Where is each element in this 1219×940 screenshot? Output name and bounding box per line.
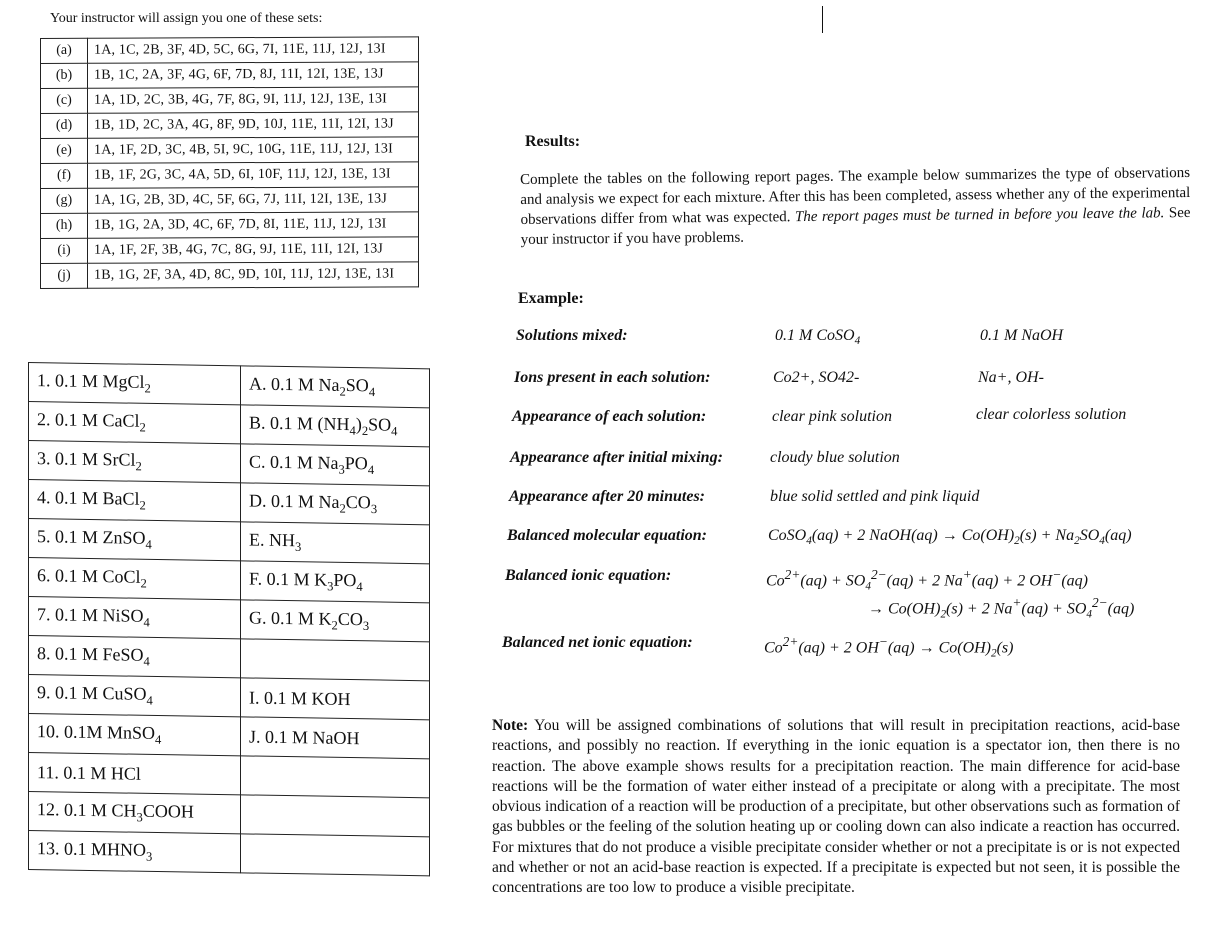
note-label: Note: (492, 717, 529, 734)
note-text: You will be assigned combinations of solutions that will result in precipitation reactions, acid-base reactions, and possibly no reaction. If everything in the ionic equation is a spectator ion, then there is no reaction. The above example shows results for a precipitation reaction. The main difference for acid-base reactions will be the formation of water either instead of a precipitate or along with a precipitate. The most obvious indication of a reaction will be production of a precipitate, but other observations such as formation of gas bubbles or the feeling of the solution heating up or cooling down can also indicate a reaction has occurred. For mixtures that do not produce a visible precipitate consider whether or not a precipitate is or is not expected and whether or not an acid-base reaction is expected. If a precipitate is expected but not seen, it is possible the concentrations are too low to produce a visible precipitate. (492, 717, 1180, 897)
example-label: Appearance of each solution: (512, 408, 707, 425)
solution-cation: 10. 0.1M MnSO$_4$ (29, 714, 241, 756)
solution-cation: 2. 0.1 M CaCl$_2$ (29, 402, 241, 444)
results-heading: Results: (525, 133, 581, 150)
solution-cation: 12. 0.1 M $CH_3COOH$ (29, 792, 241, 834)
set-value: 1B, 1G, 2F, 3A, 4D, 8C, 9D, 10I, 11J, 12J, 13E, 13I (88, 262, 419, 288)
solution-cation: 9. 0.1 M CuSO$_4$ (29, 675, 241, 717)
example-label: Solutions mixed: (516, 327, 628, 344)
set-value: 1A, 1C, 2B, 3F, 4D, 5C, 6G, 7I, 11E, 11J, 12J, 13I (88, 37, 419, 63)
solutions-body (29, 363, 430, 876)
solution-cation: 11. 0.1 M HCl (29, 753, 241, 795)
set-label: (f) (41, 163, 88, 188)
example-value-1: CoSO$_4$(aq) + 2 NaOH(aq) → $Co(OH)_2(s) + Na_2SO_4(aq)$ (768, 527, 1132, 548)
solution-cation: 4. 0.1 M BaCl$_2$ (29, 480, 241, 522)
solution-row (29, 792, 430, 837)
sets-body (41, 37, 419, 289)
solution-anion: B. 0.1 M $(NH_4)_2SO_4$ (241, 405, 430, 447)
set-row (41, 37, 419, 64)
solution-row (29, 441, 430, 486)
set-label: (g) (41, 188, 88, 213)
set-value: 1B, 1G, 2A, 3D, 4C, 6F, 7D, 8I, 11E, 11J, 12J, 13I (88, 212, 419, 238)
example-heading: Example: (518, 290, 584, 307)
set-value: 1A, 1D, 2C, 3B, 4G, 7F, 8G, 9I, 11J, 12J, 13E, 13I (88, 87, 419, 113)
set-row (41, 162, 419, 189)
set-row (41, 87, 419, 114)
solution-cation: 7. 0.1 M NiSO$_4$ (29, 597, 241, 639)
example-value-2: clear colorless solution (976, 406, 1127, 423)
example-value-1: clear pink solution (772, 408, 892, 425)
solution-anion: C. 0.1 M $Na_3PO_4$ (241, 444, 430, 486)
solution-anion (241, 756, 430, 798)
set-row (41, 187, 419, 214)
solution-cation: 3. 0.1 M SrCl$_2$ (29, 441, 241, 483)
solution-cation: 6. 0.1 M CoCl$_2$ (29, 558, 241, 600)
example-value-1: cloudy blue solution (770, 449, 900, 466)
example-value-1: $Co^{2+}(aq) + SO_4^{2-}(aq) + 2$ Na+(aq) + 2 OH−(aq) (766, 567, 1088, 593)
set-label: (h) (41, 213, 88, 238)
set-value: 1A, 1G, 2B, 3D, 4C, 5F, 6G, 7J, 11I, 12I, 13E, 13J (88, 187, 419, 213)
results-text: Complete the tables on the following report pages. The example below summarizes the type of observations and analysis we expect for each mixture. After this has been completed, assess whether any of the experimental observations differ from what was expected. The report pages must be turned in before you leave the lab. See your instructor if you have problems. (520, 164, 1191, 248)
solution-anion: F. 0.1 M $K_3PO_4$ (241, 561, 430, 603)
example-value-2: 0.1 M NaOH (980, 327, 1064, 344)
solution-row (29, 831, 430, 876)
set-label: (c) (41, 88, 88, 113)
solution-cation: 13. 0.1 $MHNO_3$ (29, 831, 241, 873)
set-value: 1B, 1D, 2C, 3A, 4G, 8F, 9D, 10J, 11E, 11I, 12I, 13J (88, 112, 419, 138)
solution-anion: E. $NH_3$ (241, 522, 430, 564)
solution-anion (241, 834, 430, 876)
set-row (41, 237, 419, 264)
solution-cation: 1. 0.1 M MgCl$_2$ (29, 363, 241, 405)
example-label: Balanced molecular equation: (507, 527, 707, 544)
example-value-1: 0.1 M CoSO$_4$ (775, 327, 861, 348)
solution-anion: D. 0.1 M $Na_2CO_3$ (241, 483, 430, 525)
example-label: Appearance after initial mixing: (510, 449, 723, 466)
example-value-2: → $Co(OH)_2(s) + 2$ $Na^+(aq) + SO_4^{2-}(aq)$ (868, 595, 1135, 621)
solution-row (29, 519, 430, 564)
solution-anion: G. 0.1 M $K_2CO_3$ (241, 600, 430, 642)
example-value-2: Na+, OH- (978, 369, 1044, 386)
solution-row (29, 636, 430, 681)
example-label: Ions present in each solution: (514, 369, 711, 386)
set-row (41, 262, 419, 289)
solution-cation: 8. 0.1 M FeSO$_4$ (29, 636, 241, 678)
set-label: (j) (41, 263, 88, 288)
example-label: Appearance after 20 minutes: (509, 488, 705, 505)
solution-row (29, 402, 430, 447)
set-row (41, 112, 419, 139)
solution-anion: A. 0.1 M $Na_2SO_4$ (241, 366, 430, 408)
set-value: 1A, 1F, 2D, 3C, 4B, 5I, 9C, 10G, 11E, 11J, 12J, 13I (88, 137, 419, 163)
example-value-1: $Co^{2+}(aq) + 2$ $OH^-(aq) \to Co(OH)_2(s)$ (764, 634, 1014, 660)
set-row (41, 62, 419, 89)
set-row (41, 212, 419, 239)
set-label: (b) (41, 63, 88, 88)
example-label: Balanced ionic equation: (505, 567, 672, 584)
solutions-table (28, 362, 430, 876)
set-label: (a) (41, 38, 88, 63)
assign-intro: Your instructor will assign you one of these sets: (50, 11, 323, 26)
example-label: Balanced net ionic equation: (502, 634, 693, 651)
solution-row (29, 558, 430, 603)
solution-anion (241, 639, 430, 681)
solution-row (29, 753, 430, 798)
solution-row (29, 480, 430, 525)
set-label: (d) (41, 113, 88, 138)
solution-anion: J. 0.1 M NaOH (241, 717, 430, 759)
solution-row (29, 363, 430, 408)
set-label: (i) (41, 238, 88, 263)
set-row (41, 137, 419, 164)
example-value-1: blue solid settled and pink liquid (770, 488, 980, 505)
solution-cation: 5. 0.1 M ZnSO$_4$ (29, 519, 241, 561)
set-value: 1A, 1F, 2F, 3B, 4G, 7C, 8G, 9J, 11E, 11I, 12I, 13J (88, 237, 419, 263)
solution-anion: I. 0.1 M KOH (241, 678, 430, 720)
set-label: (e) (41, 138, 88, 163)
solution-row (29, 675, 430, 720)
solution-row (29, 714, 430, 759)
set-value: 1B, 1F, 2G, 3C, 4A, 5D, 6I, 10F, 11J, 12J, 13E, 13I (88, 162, 419, 188)
solution-row (29, 597, 430, 642)
vertical-mark (822, 6, 823, 33)
sets-table (40, 36, 419, 289)
solution-anion (241, 795, 430, 837)
note-paragraph (492, 716, 1180, 899)
example-value-1: Co2+, SO42- (773, 369, 860, 386)
set-value: 1B, 1C, 2A, 3F, 4G, 6F, 7D, 8J, 11I, 12I, 13E, 13J (88, 62, 419, 88)
